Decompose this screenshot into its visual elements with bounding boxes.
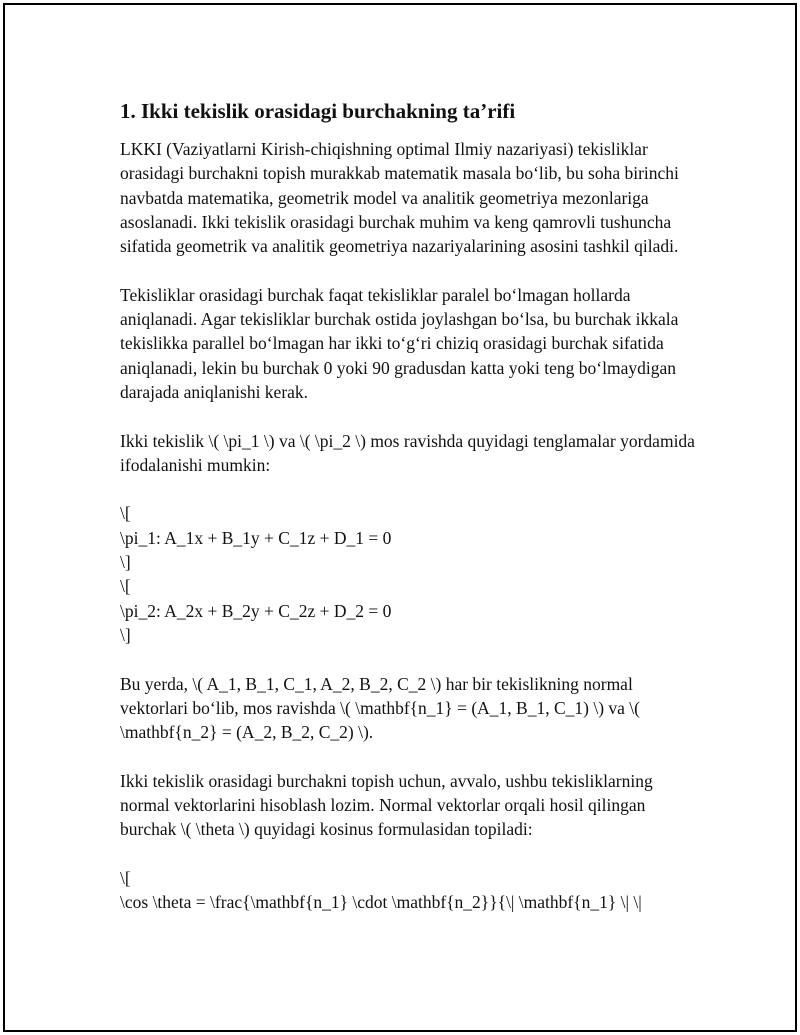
equation-line: \cos \theta = \frac{\mathbf{n_1} \cdot \mathbf{n_2}}{\| \mathbf{n_1} \| \| xyxy=(120,892,642,913)
section-heading: 1. Ikki tekislik orasidagi burchakning ta’rifi xyxy=(120,99,516,123)
equation-block-planes xyxy=(120,501,700,647)
equation-line: \[ xyxy=(120,576,131,597)
equation-line: \[ xyxy=(120,867,131,888)
equation-line: \pi_1: A_1x + B_1y + C_1z + D_1 = 0 xyxy=(120,527,392,548)
equation-line: \pi_2: A_2x + B_2y + C_2z + D_2 = 0 xyxy=(120,600,392,621)
paragraph-angle: Ikki tekislik orasidagi burchakni topish uchun, avvalo, ushbu tekisliklarning normal vektorlarini hisoblash lozim. Normal vektorlar orqali hosil qilingan burchak \( \theta \) quyidagi kosinus formulasidan topiladi: xyxy=(120,770,653,840)
equation-line: \] xyxy=(120,552,131,573)
paragraph-normals: Bu yerda, \( A_1, B_1, C_1, A_2, B_2, C_2 \) har bir tekislikning normal vektorlari bo‘lib, mos ravishda \( \mathbf{n_1} = (A_1, B_1, C_1) \) va \( \mathbf{n_2} = (A_2, B_2, C_2) \). xyxy=(120,673,640,743)
paragraph-intro: LKKI (Vaziyatlarni Kirish-chiqishning optimal Ilmiy nazariyasi) tekisliklar orasidagi burchakni topish murakkab matematik masala bo‘lib, bu soha birinchi navbatda matematika, geometrik model va analitik geometriya mezonlariga asoslanadi. Ikki tekislik orasidagi burchak muhim va keng qamrovli tushuncha sifatida geometrik va analitik geometriya nazariyalarining asosini tashkil qiladi. xyxy=(120,139,679,257)
equation-line: \] xyxy=(120,624,131,645)
equation-block-cosine xyxy=(120,866,700,915)
document-body xyxy=(120,97,700,939)
paragraph-planes: Ikki tekislik \( \pi_1 \) va \( \pi_2 \) mos ravishda quyidagi tenglamalar yordamida ifodalanishi mumkin: xyxy=(120,430,695,475)
equation-line: \[ xyxy=(120,503,131,524)
paragraph-definition: Tekisliklar orasidagi burchak faqat tekisliklar paralel bo‘lmagan hollarda aniqlanadi. Agar tekisliklar burchak ostida joylashgan bo‘lsa, bu burchak ikkala tekislikka parallel bo‘lmagan har ikki to‘g‘ri chiziq orasidagi burchak sifatida aniqlanadi, lekin bu burchak 0 yoki 90 gradusdan katta yoki teng bo‘lmaydigan darajada aniqlanishi kerak. xyxy=(120,284,679,402)
page-frame xyxy=(3,3,797,1032)
